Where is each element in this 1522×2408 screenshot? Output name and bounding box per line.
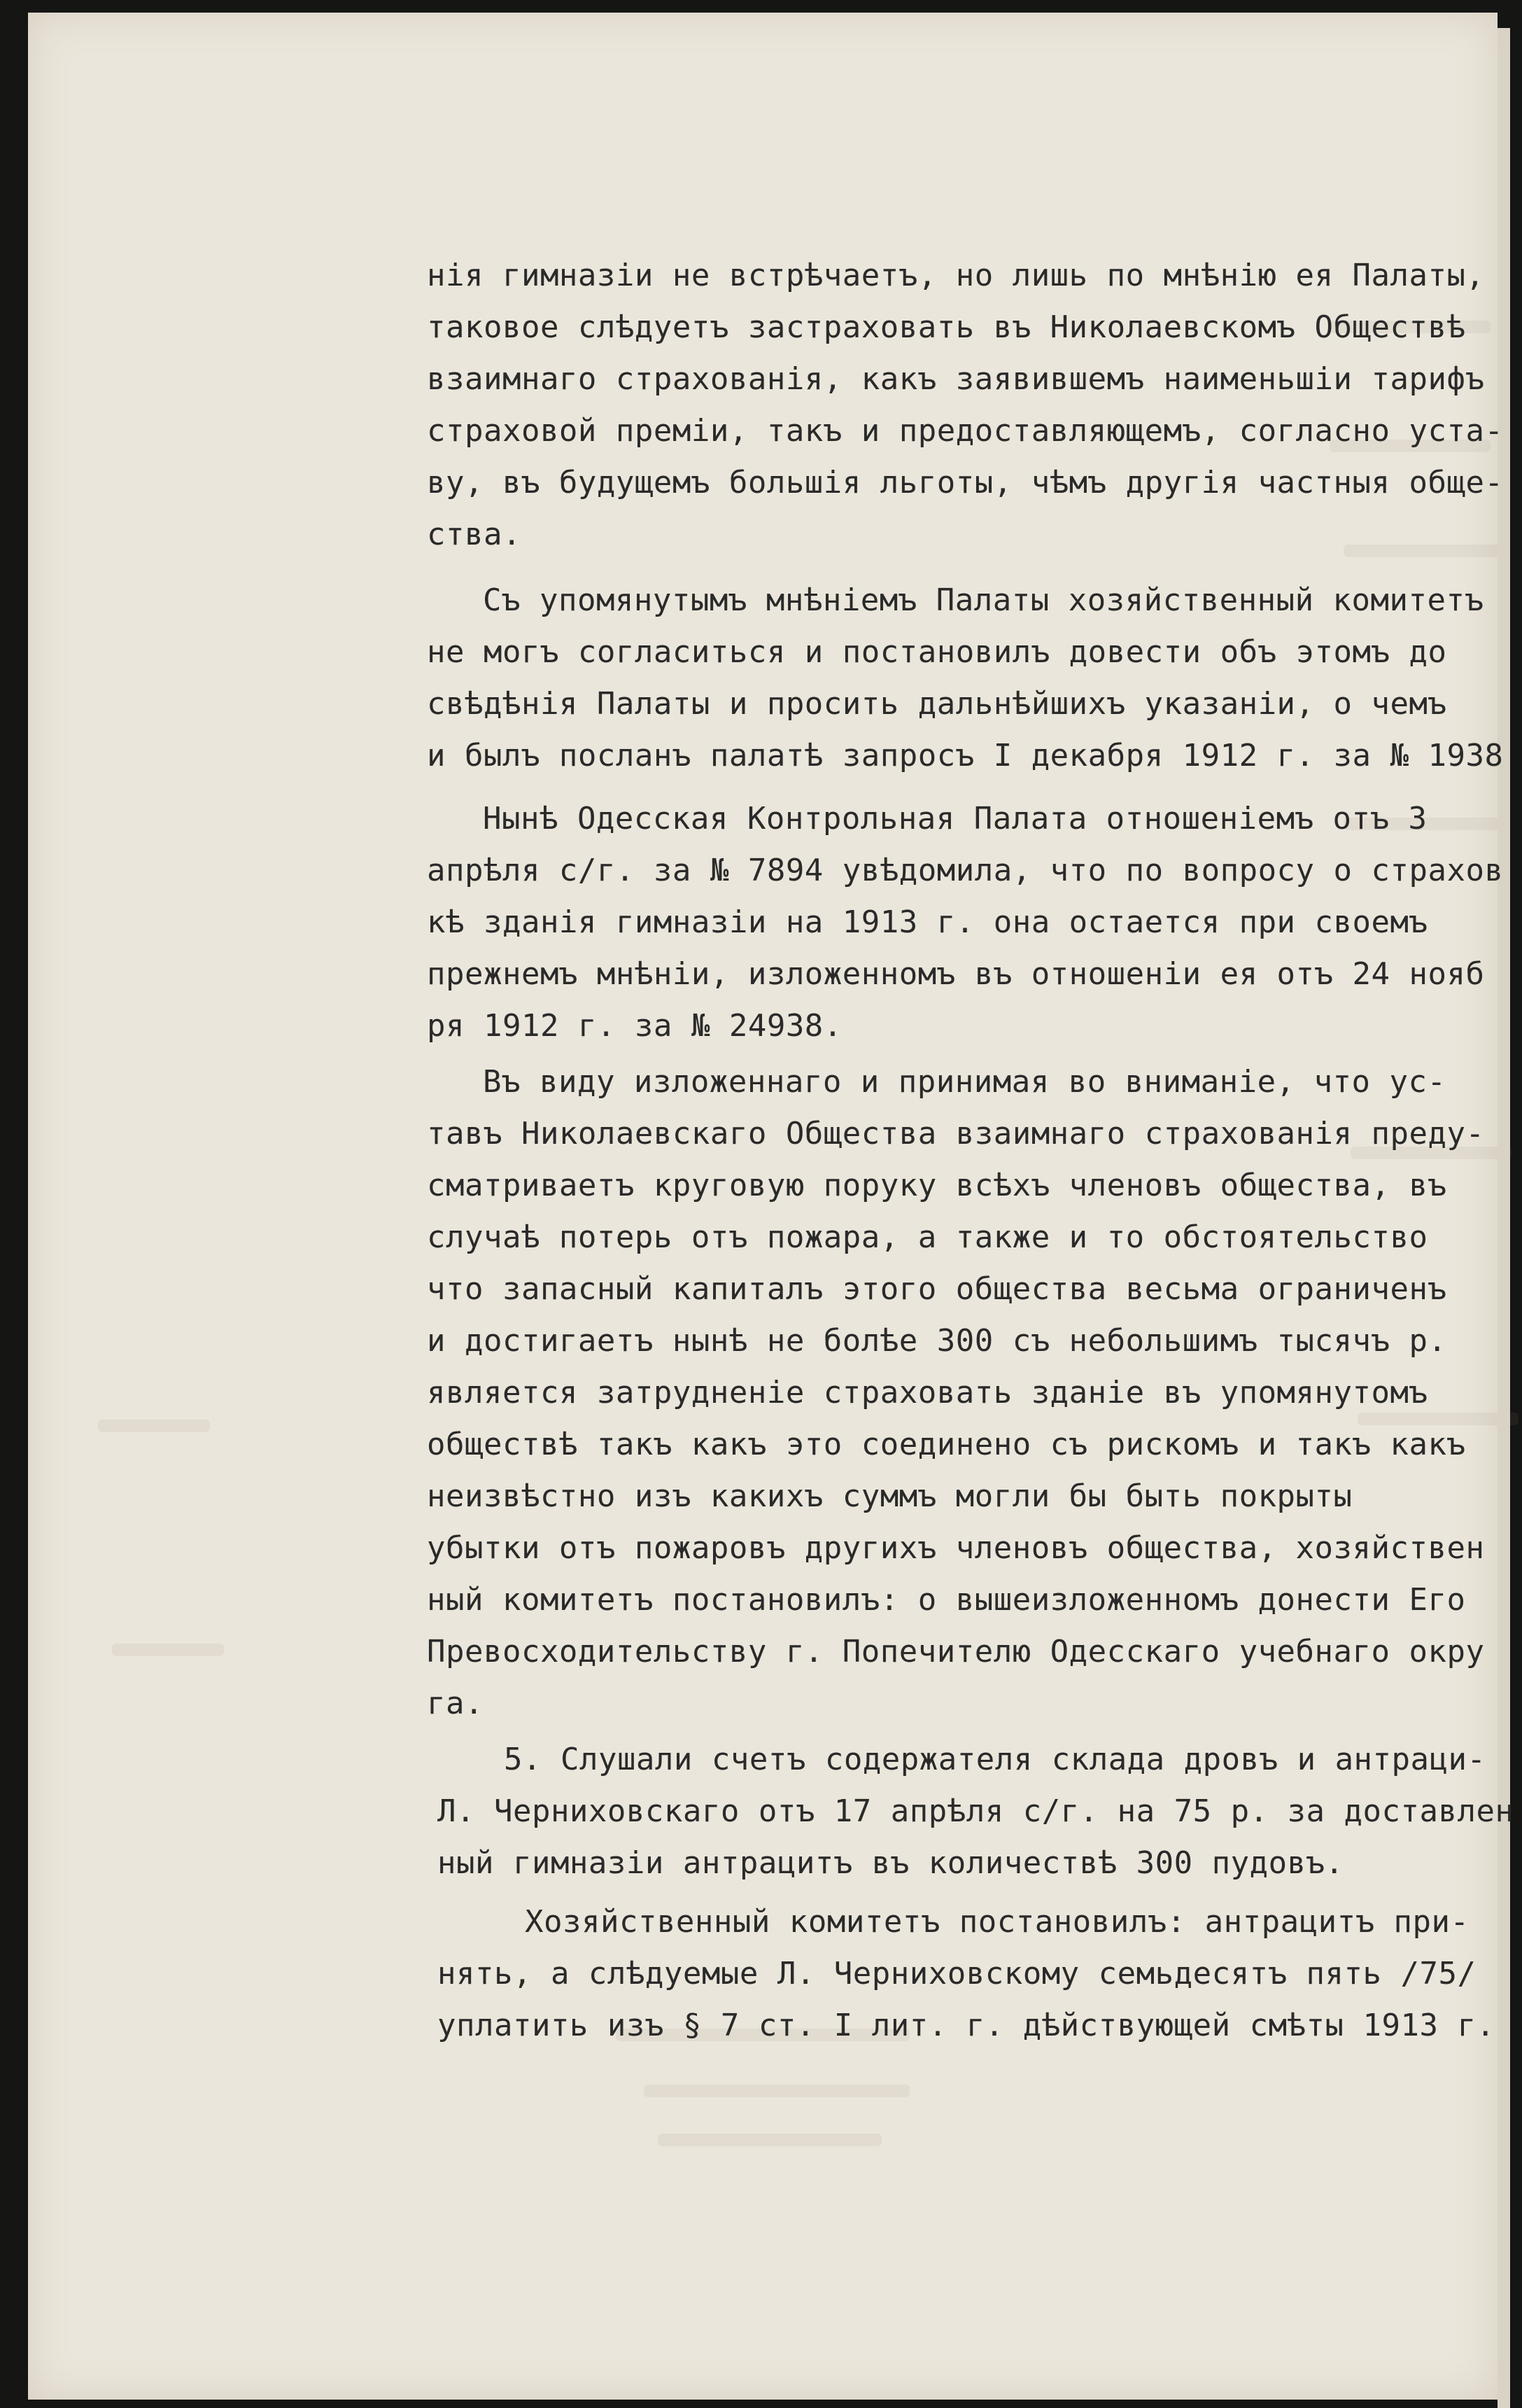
text-line: Съ упомянутымъ мнѣніемъ Палаты хозяйственный комитетъ [483,582,1484,618]
text-line: случаѣ потерь отъ пожара, а также и то обстоятельство [427,1219,1428,1255]
text-line: таковое слѣдуетъ застраховать въ Николаевскомъ Обществѣ [427,309,1466,345]
text-line: Хозяйственный комитетъ постановилъ: антрацитъ при- [525,1904,1470,1940]
text-line: обществѣ такъ какъ это соединено съ рискомъ и такъ какъ [427,1427,1466,1462]
text-line: уплатить изъ § 7 ст. I лит. г. дѣйствующей смѣты 1913 г. [437,2008,1495,2043]
text-line: Превосходительству г. Попечителю Одесскаго учебнаго окру [427,1634,1485,1670]
text-line: нія гимназіи не встрѣчаетъ, но лишь по мнѣнію ея Палаты, [427,258,1485,293]
text-line: кѣ зданія гимназіи на 1913 г. она остается при своемъ [427,904,1428,940]
text-line: и достигаетъ нынѣ не болѣе 300 съ небольшимъ тысячъ р. [427,1323,1447,1359]
text-line: ства. [427,517,521,552]
text-line: ря 1912 г. за № 24938. [427,1008,843,1044]
text-line: свѣдѣнія Палаты и просить дальнѣйшихъ указаніи, о чемъ [427,686,1447,722]
text-line: нять, а слѣдуемые Л. Черниховскому семьдесятъ пять /75/ [437,1956,1477,1991]
text-line: ный комитетъ постановилъ: о вышеизложенномъ донести Его [427,1582,1466,1618]
text-line: Въ виду изложеннаго и принимая во вниманіе, что ус- [483,1064,1446,1100]
text-line: апрѣля с/г. за № 7894 увѣдомила, что по вопросу о страхов [427,853,1504,888]
text-line: убытки отъ пожаровъ другихъ членовъ общества, хозяйствен [427,1530,1485,1566]
text-line: тавъ Николаевскаго Общества взаимнаго страхованія преду- [427,1116,1485,1152]
bleed-through-mark [644,2085,910,2097]
bleed-through-mark [1344,545,1505,557]
text-line: сматриваетъ круговую поруку всѣхъ членовъ общества, въ [427,1168,1447,1203]
text-line: и былъ посланъ палатѣ запросъ I декабря 1912 г. за № 1938 [427,738,1504,774]
bleed-through-mark [658,2134,882,2146]
text-line: ный гимназіи антрацитъ въ количествѣ 300 пудовъ. [437,1845,1344,1881]
text-line: что запасный капиталъ этого общества весьма ограниченъ [427,1271,1447,1307]
text-line: га. [427,1686,484,1721]
bleed-through-mark [112,1644,224,1656]
text-line: ву, въ будущемъ большія льготы, чѣмъ другія частныя обще- [427,465,1504,500]
text-line: 5. Слушали счетъ содержателя склада дровъ и антраци- [504,1742,1486,1777]
text-line: является затрудненіе страховать зданіе въ упомянутомъ [427,1375,1428,1410]
text-line: неизвѣстно изъ какихъ суммъ могли бы быть покрыты [427,1478,1353,1514]
bleed-through-mark [98,1420,210,1432]
text-line: прежнемъ мнѣніи, изложенномъ въ отношеніи ея отъ 24 нояб [427,956,1485,992]
text-line: Л. Черниховскаго отъ 17 апрѣля с/г. на 75 р. за доставлен [437,1793,1514,1829]
text-line: Нынѣ Одесская Контрольная Палата отношеніемъ отъ 3 [483,801,1428,836]
text-line: взаимнаго страхованія, какъ заявившемъ наименьшіи тарифъ [427,361,1485,397]
text-line: не могъ согласиться и постановилъ довести объ этомъ до [427,634,1447,670]
text-line: страховой преміи, такъ и предоставляющемъ, согласно уста- [427,413,1504,449]
page-edge [1498,28,1510,2408]
bleed-through-mark [1358,1413,1519,1425]
